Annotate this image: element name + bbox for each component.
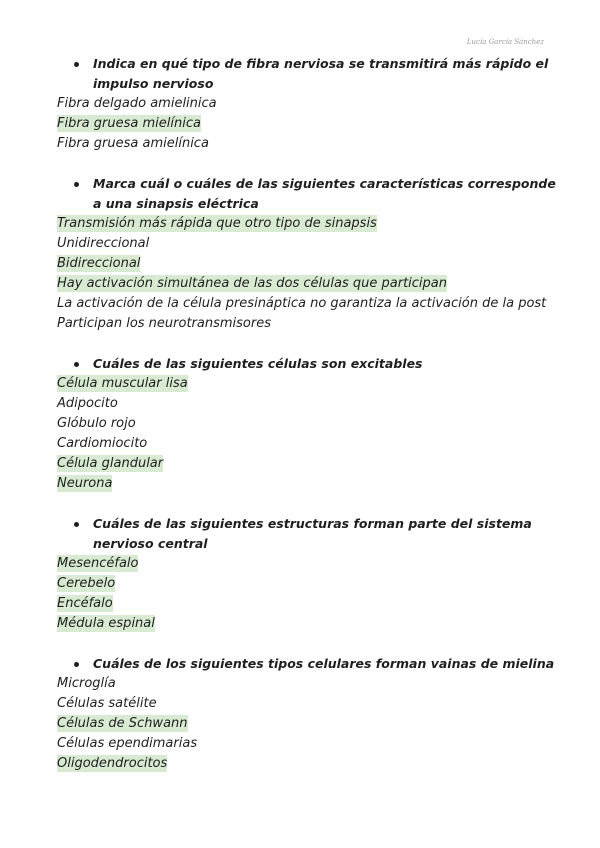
bullet-icon: [74, 182, 79, 187]
answer-item-correct: Transmisión más rápida que otro tipo de sinapsis: [57, 216, 377, 231]
bullet-icon: [74, 662, 79, 667]
answer-item-correct: Encéfalo: [57, 596, 113, 611]
answer-list: [57, 674, 557, 774]
answer-item-correct: Cerebelo: [57, 576, 116, 591]
answer-list: [57, 94, 557, 154]
answer-item: Participan los neurotransmisores: [57, 316, 271, 331]
question-block-1: [57, 54, 557, 154]
question-text: Indica en qué tipo de fibra nerviosa se transmitirá más rápido el impulso nervioso: [57, 54, 557, 94]
answer-item: Células ependimarias: [57, 736, 198, 751]
answer-item-correct: Médula espinal: [57, 616, 155, 631]
answer-item: Unidireccional: [57, 236, 150, 251]
answer-item-correct: Hay activación simultánea de las dos células que participan: [57, 276, 447, 291]
answer-item: Células satélite: [57, 696, 157, 711]
answer-item: La activación de la célula presináptica no garantiza la activación de la post: [57, 296, 547, 311]
answer-item-correct: Neurona: [57, 476, 113, 491]
question-text: Cuáles de las siguientes estructuras forman parte del sistema nervioso central: [57, 514, 557, 554]
question-text: Marca cuál o cuáles de las siguientes características corresponde a una sinapsis eléctrica: [57, 174, 557, 214]
bullet-icon: [74, 62, 79, 67]
question-block-4: [57, 514, 557, 634]
answer-item: Fibra gruesa amielínica: [57, 136, 209, 151]
answer-item-correct: Célula glandular: [57, 456, 164, 471]
question-text: Cuáles de las siguientes células son excitables: [57, 354, 557, 374]
answer-item-correct: Fibra gruesa mielínica: [57, 116, 201, 131]
answer-item-correct: Mesencéfalo: [57, 556, 139, 571]
answer-item-correct: Oligodendrocitos: [57, 756, 168, 771]
quiz-content: [57, 54, 557, 794]
answer-list: [57, 374, 557, 494]
author-name: Lucía García Sánchez: [466, 38, 544, 46]
answer-item: Glóbulo rojo: [57, 416, 136, 431]
answer-item-correct: Bidireccional: [57, 256, 141, 271]
bullet-icon: [74, 362, 79, 367]
question-block-5: [57, 654, 557, 774]
question-block-2: [57, 174, 557, 334]
answer-item-correct: Células de Schwann: [57, 716, 188, 731]
answer-item: Microglía: [57, 676, 116, 691]
question-block-3: [57, 354, 557, 494]
bullet-icon: [74, 522, 79, 527]
answer-item-correct: Célula muscular lisa: [57, 376, 188, 391]
answer-list: [57, 214, 557, 334]
question-text: Cuáles de los siguientes tipos celulares forman vainas de mielina: [57, 654, 557, 674]
answer-item: Cardiomiocito: [57, 436, 148, 451]
answer-list: [57, 554, 557, 634]
answer-item: Adipocito: [57, 396, 118, 411]
answer-item: Fibra delgado amielinica: [57, 96, 217, 111]
